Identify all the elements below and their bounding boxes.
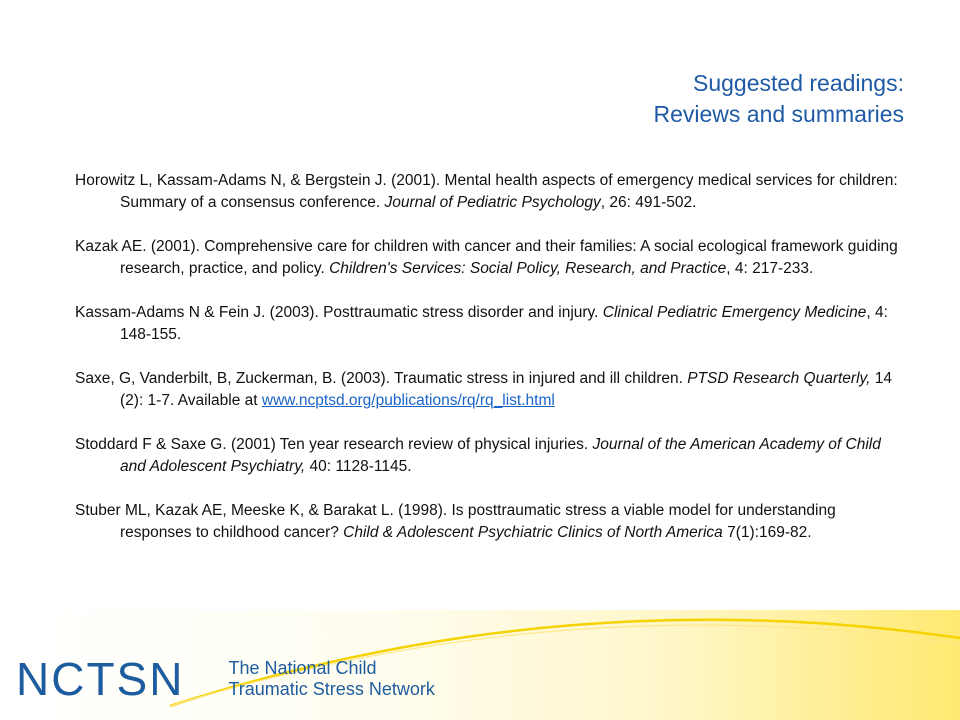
reference-journal: PTSD Research Quarterly,: [687, 370, 871, 387]
reference-item: [75, 170, 905, 214]
reference-details: , 4: 148-155.: [120, 304, 888, 343]
logo-org-name: [228, 658, 434, 700]
reference-details: 7(1):169-82.: [722, 524, 812, 541]
reference-text: Kassam-Adams N & Fein J. (2003). Posttraumatic stress disorder and injury.: [75, 304, 603, 321]
reference-details: 14 (2): 1-7. Available at: [120, 370, 892, 409]
reference-text: Stoddard F & Saxe G. (2001) Ten year research review of physical injuries.: [75, 436, 593, 453]
reference-item: [75, 434, 905, 478]
reference-link[interactable]: www.ncptsd.org/publications/rq/rq_list.html: [261, 392, 555, 409]
reference-text: Kazak AE. (2001). Comprehensive care for children with cancer and their families: A social ecological framework guiding research, practice, and policy.: [75, 238, 898, 277]
reference-details: 40: 1128-1145.: [305, 458, 412, 475]
reference-item: [75, 500, 905, 544]
slide-title: [384, 68, 904, 130]
reference-text: Saxe, G, Vanderbilt, B, Zuckerman, B. (2003). Traumatic stress in injured and ill children.: [75, 370, 688, 387]
reference-text: Horowitz L, Kassam-Adams N, & Bergstein J. (2001). Mental health aspects of emergency medical services for children: Summary of a consensus conference.: [75, 172, 898, 211]
reference-item: [75, 302, 905, 346]
reference-journal: Child & Adolescent Psychiatric Clinics of North America: [343, 524, 723, 541]
nctsn-logo: [16, 653, 435, 705]
reference-details: , 26: 491-502.: [600, 194, 697, 211]
reference-list: [75, 170, 905, 544]
reference-item: [75, 368, 905, 412]
reference-item: [75, 236, 905, 280]
org-name-line-2: Traumatic Stress Network: [228, 679, 435, 699]
title-line-1: Suggested readings:: [693, 70, 904, 96]
reference-journal: Journal of the American Academy of Child and Adolescent Psychiatry,: [120, 436, 881, 475]
title-line-2: Reviews and summaries: [653, 101, 904, 127]
reference-text: Stuber ML, Kazak AE, Meeske K, & Barakat L. (1998). Is posttraumatic stress a viable model for understanding responses to childhood cancer?: [75, 502, 836, 541]
logo-wordmark: NCTSN: [16, 653, 185, 705]
reference-journal: Clinical Pediatric Emergency Medicine: [602, 304, 867, 321]
reference-details: , 4: 217-233.: [726, 260, 814, 277]
org-name-line-1: The National Child: [228, 658, 377, 678]
reference-journal: Journal of Pediatric Psychology: [384, 194, 601, 211]
reference-journal: Children's Services: Social Policy, Research, and Practice: [329, 260, 727, 277]
